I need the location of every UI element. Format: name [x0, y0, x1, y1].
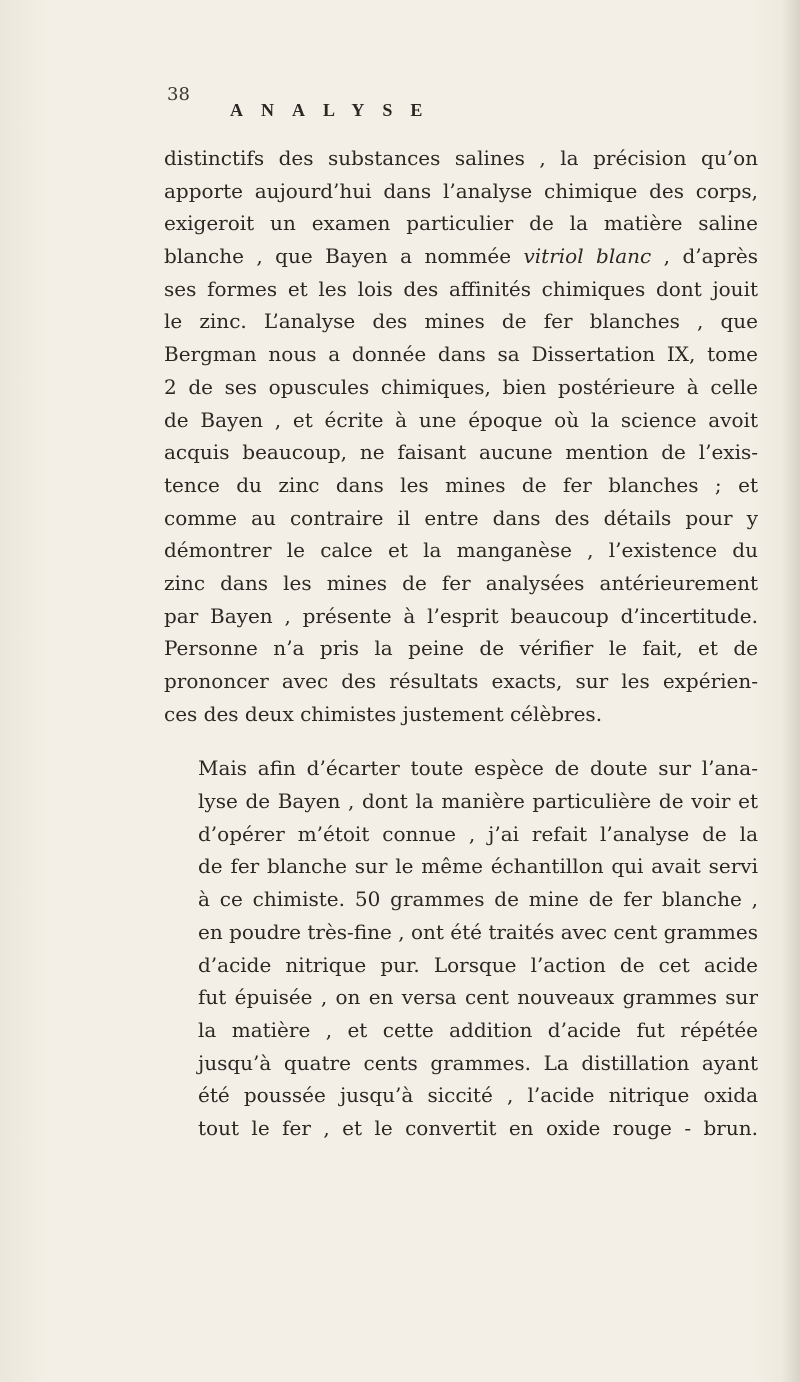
text-line: prononcer avec des résultats exacts, sur les expérien-	[164, 669, 758, 693]
text-line: tence du zinc dans les mines de fer blanches ; et	[164, 472, 758, 497]
text-line: en poudre très-fine , ont été traités avec cent grammes	[198, 919, 758, 944]
text-line: Bergman nous a donnée dans sa Dissertation IX, tome	[164, 342, 758, 367]
text-line: de fer blanche sur le même échantillon qui avait servi	[198, 854, 758, 879]
text-line: été poussée jusqu’à siccité , l’acide nitrique oxida	[198, 1083, 758, 1108]
text-line: Mais afin d’écarter toute espèce de doute sur l’ana-	[198, 756, 758, 781]
text-line: ses formes et les lois des affinités chimiques dont jouit	[164, 276, 758, 301]
page-number: 38	[167, 84, 190, 105]
text-line: démontrer le calce et la manganèse , l’existence du	[164, 538, 758, 563]
text-line: jusqu’à quatre cents grammes. La distillation ayant	[198, 1050, 758, 1075]
text-line: lyse de Bayen , dont la manière particulière de voir et	[198, 789, 758, 814]
text-line: acquis beaucoup, ne faisant aucune mention de l’exis-	[164, 440, 758, 465]
page-header	[167, 84, 620, 124]
text-line: à ce chimiste. 50 grammes de mine de fer blanche ,	[198, 887, 758, 912]
text-line: la matière , et cette addition d’acide fut répétée	[198, 1017, 758, 1042]
text-line: d’opérer m’étoit connue , j’ai refait l’analyse de la	[198, 821, 758, 846]
text-line: exigeroit un examen particulier de la matière saline	[164, 211, 758, 236]
running-head: ANALYSE	[230, 100, 441, 120]
text-line: apporte aujourd’hui dans l’analyse chimique des corps,	[164, 178, 758, 203]
text-line: Personne n’a pris la peine de vérifier le fait, et de	[164, 636, 758, 661]
text-line: 2 de ses opuscules chimiques, bien postérieure à celle	[164, 374, 758, 399]
text-line: distinctifs des substances salines , la précision qu’on	[164, 146, 758, 170]
text-line: fut épuisée , on en versa cent nouveaux grammes sur	[198, 985, 758, 1010]
paragraph-1	[164, 142, 758, 730]
text-line: d’acide nitrique pur. Lorsque l’action de cet acide	[198, 952, 758, 977]
text-line: tout le fer , et le convertit en oxide rouge - brun.	[198, 1115, 758, 1140]
text-line: ces des deux chimistes justement célèbres.	[164, 701, 603, 726]
text-line: de Bayen , et écrite à une époque où la science avoit	[164, 407, 758, 432]
text-line: blanche , que Bayen a nommée vitriol blanc , d’après	[164, 244, 758, 269]
text-line: le zinc. L’analyse des mines de fer blanches , que	[164, 309, 758, 334]
text-line: par Bayen , présente à l’esprit beaucoup d’incertitude.	[164, 603, 758, 628]
text-line: zinc dans les mines de fer analysées antérieurement	[164, 570, 758, 595]
body-text	[164, 142, 758, 1145]
text-line: comme au contraire il entre dans des détails pour y	[164, 505, 758, 530]
page-edge-shadow	[782, 0, 800, 1382]
paragraph-2	[164, 752, 758, 1144]
